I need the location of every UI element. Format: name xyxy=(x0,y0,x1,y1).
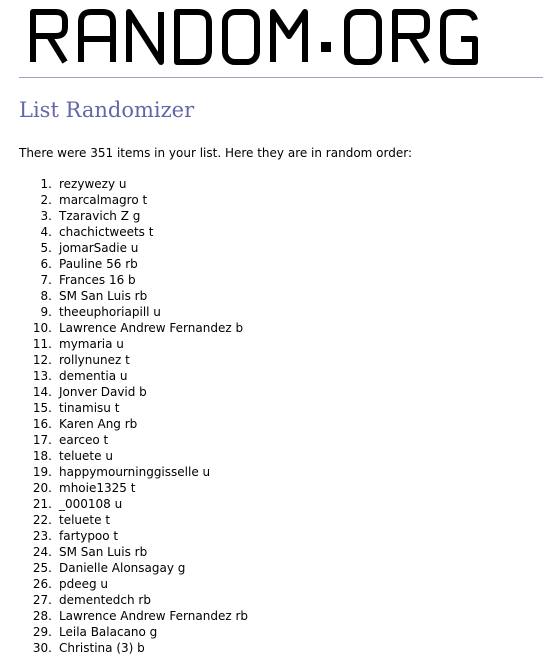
list-item-text: Danielle Alonsagay g xyxy=(59,561,186,575)
logo-glyph-a xyxy=(81,12,113,62)
list-item-text: mhoie1325 t xyxy=(59,481,136,495)
list-item-number: 23. xyxy=(32,529,52,543)
list-item-text: Leila Balacano g xyxy=(59,625,158,639)
list-item-text: pdeeg u xyxy=(59,577,109,591)
list-item-text: rollynunez t xyxy=(59,353,130,367)
list-item-number: 2. xyxy=(40,193,52,207)
list-item-number: 24. xyxy=(32,545,52,559)
list-item-text: SM San Luis rb xyxy=(59,545,148,559)
list-item-number: 9. xyxy=(40,305,52,319)
page-title: List Randomizer xyxy=(19,98,195,122)
logo-glyph-m xyxy=(273,12,305,62)
list-item-text: Frances 16 b xyxy=(59,273,136,287)
list-item-number: 20. xyxy=(32,481,52,495)
list-item-text: tinamisu t xyxy=(59,401,120,415)
list-item-number: 1. xyxy=(40,177,52,191)
list-item-text: marcalmagro t xyxy=(59,193,148,207)
list-item-number: 27. xyxy=(32,593,52,607)
random-org-logo[interactable] xyxy=(27,6,487,68)
list-item-number: 14. xyxy=(32,385,52,399)
logo-glyph-o1 xyxy=(225,12,257,62)
logo-glyph-d1 xyxy=(177,12,209,62)
list-item-number: 8. xyxy=(40,289,52,303)
list-item-number: 30. xyxy=(32,641,52,655)
list-item-text: teluete t xyxy=(59,513,111,527)
list-item-text: _000108 u xyxy=(59,497,123,511)
list-item-text: Tzaravich Z g xyxy=(59,209,141,223)
list-item-number: 18. xyxy=(32,449,52,463)
list-item-number: 7. xyxy=(40,273,52,287)
list-item-number: 3. xyxy=(40,209,52,223)
list-item-text: teluete u xyxy=(59,449,113,463)
list-item-number: 29. xyxy=(32,625,52,639)
list-item-text: Jonver David b xyxy=(59,385,147,399)
logo-glyph-n xyxy=(129,12,161,62)
logo-glyph-o2 xyxy=(347,12,379,62)
list-item-text: dementedch rb xyxy=(59,593,151,607)
list-item-number: 12. xyxy=(32,353,52,367)
list-item-number: 21. xyxy=(32,497,52,511)
list-item-number: 11. xyxy=(32,337,52,351)
list-item-text: happymourninggisselle u xyxy=(59,465,211,479)
list-item-text: theeuphoriapill u xyxy=(59,305,161,319)
result-intro: There were 351 items in your list. Here they are in random order: xyxy=(19,146,412,160)
list-item-text: earceo t xyxy=(59,433,109,447)
header-divider xyxy=(19,77,543,78)
list-item-text: Karen Ang rb xyxy=(59,417,138,431)
list-item-text: Pauline 56 rb xyxy=(59,257,138,271)
list-item-number: 10. xyxy=(32,321,52,335)
logo-dot xyxy=(321,42,331,52)
list-item-text: jomarSadie u xyxy=(59,241,139,255)
list-item-number: 19. xyxy=(32,465,52,479)
list-item-number: 6. xyxy=(40,257,52,271)
list-item-number: 25. xyxy=(32,561,52,575)
logo-glyph-r1 xyxy=(33,12,65,62)
list-item-number: 22. xyxy=(32,513,52,527)
list-item-number: 28. xyxy=(32,609,52,623)
logo-glyph-r2 xyxy=(395,12,427,62)
list-item-text: mymaria u xyxy=(59,337,124,351)
list-item-number: 5. xyxy=(40,241,52,255)
list-item-number: 26. xyxy=(32,577,52,591)
list-item-text: Lawrence Andrew Fernandez rb xyxy=(59,609,248,623)
list-item-text: Christina (3) b xyxy=(59,641,145,655)
list-item-text: rezywezy u xyxy=(59,177,127,191)
list-item-text: Lawrence Andrew Fernandez b xyxy=(59,321,244,335)
list-item-number: 15. xyxy=(32,401,52,415)
list-item-text: dementia u xyxy=(59,369,128,383)
list-item-number: 4. xyxy=(40,225,52,239)
list-item-text: fartypoo t xyxy=(59,529,119,543)
logo-wordmark xyxy=(27,6,487,68)
logo-glyph-g xyxy=(443,12,475,62)
list-item-number: 13. xyxy=(32,369,52,383)
list-item-number: 17. xyxy=(32,433,52,447)
list-item-number: 16. xyxy=(32,417,52,431)
list-item-text: chachictweets t xyxy=(59,225,154,239)
list-item-text: SM San Luis rb xyxy=(59,289,148,303)
